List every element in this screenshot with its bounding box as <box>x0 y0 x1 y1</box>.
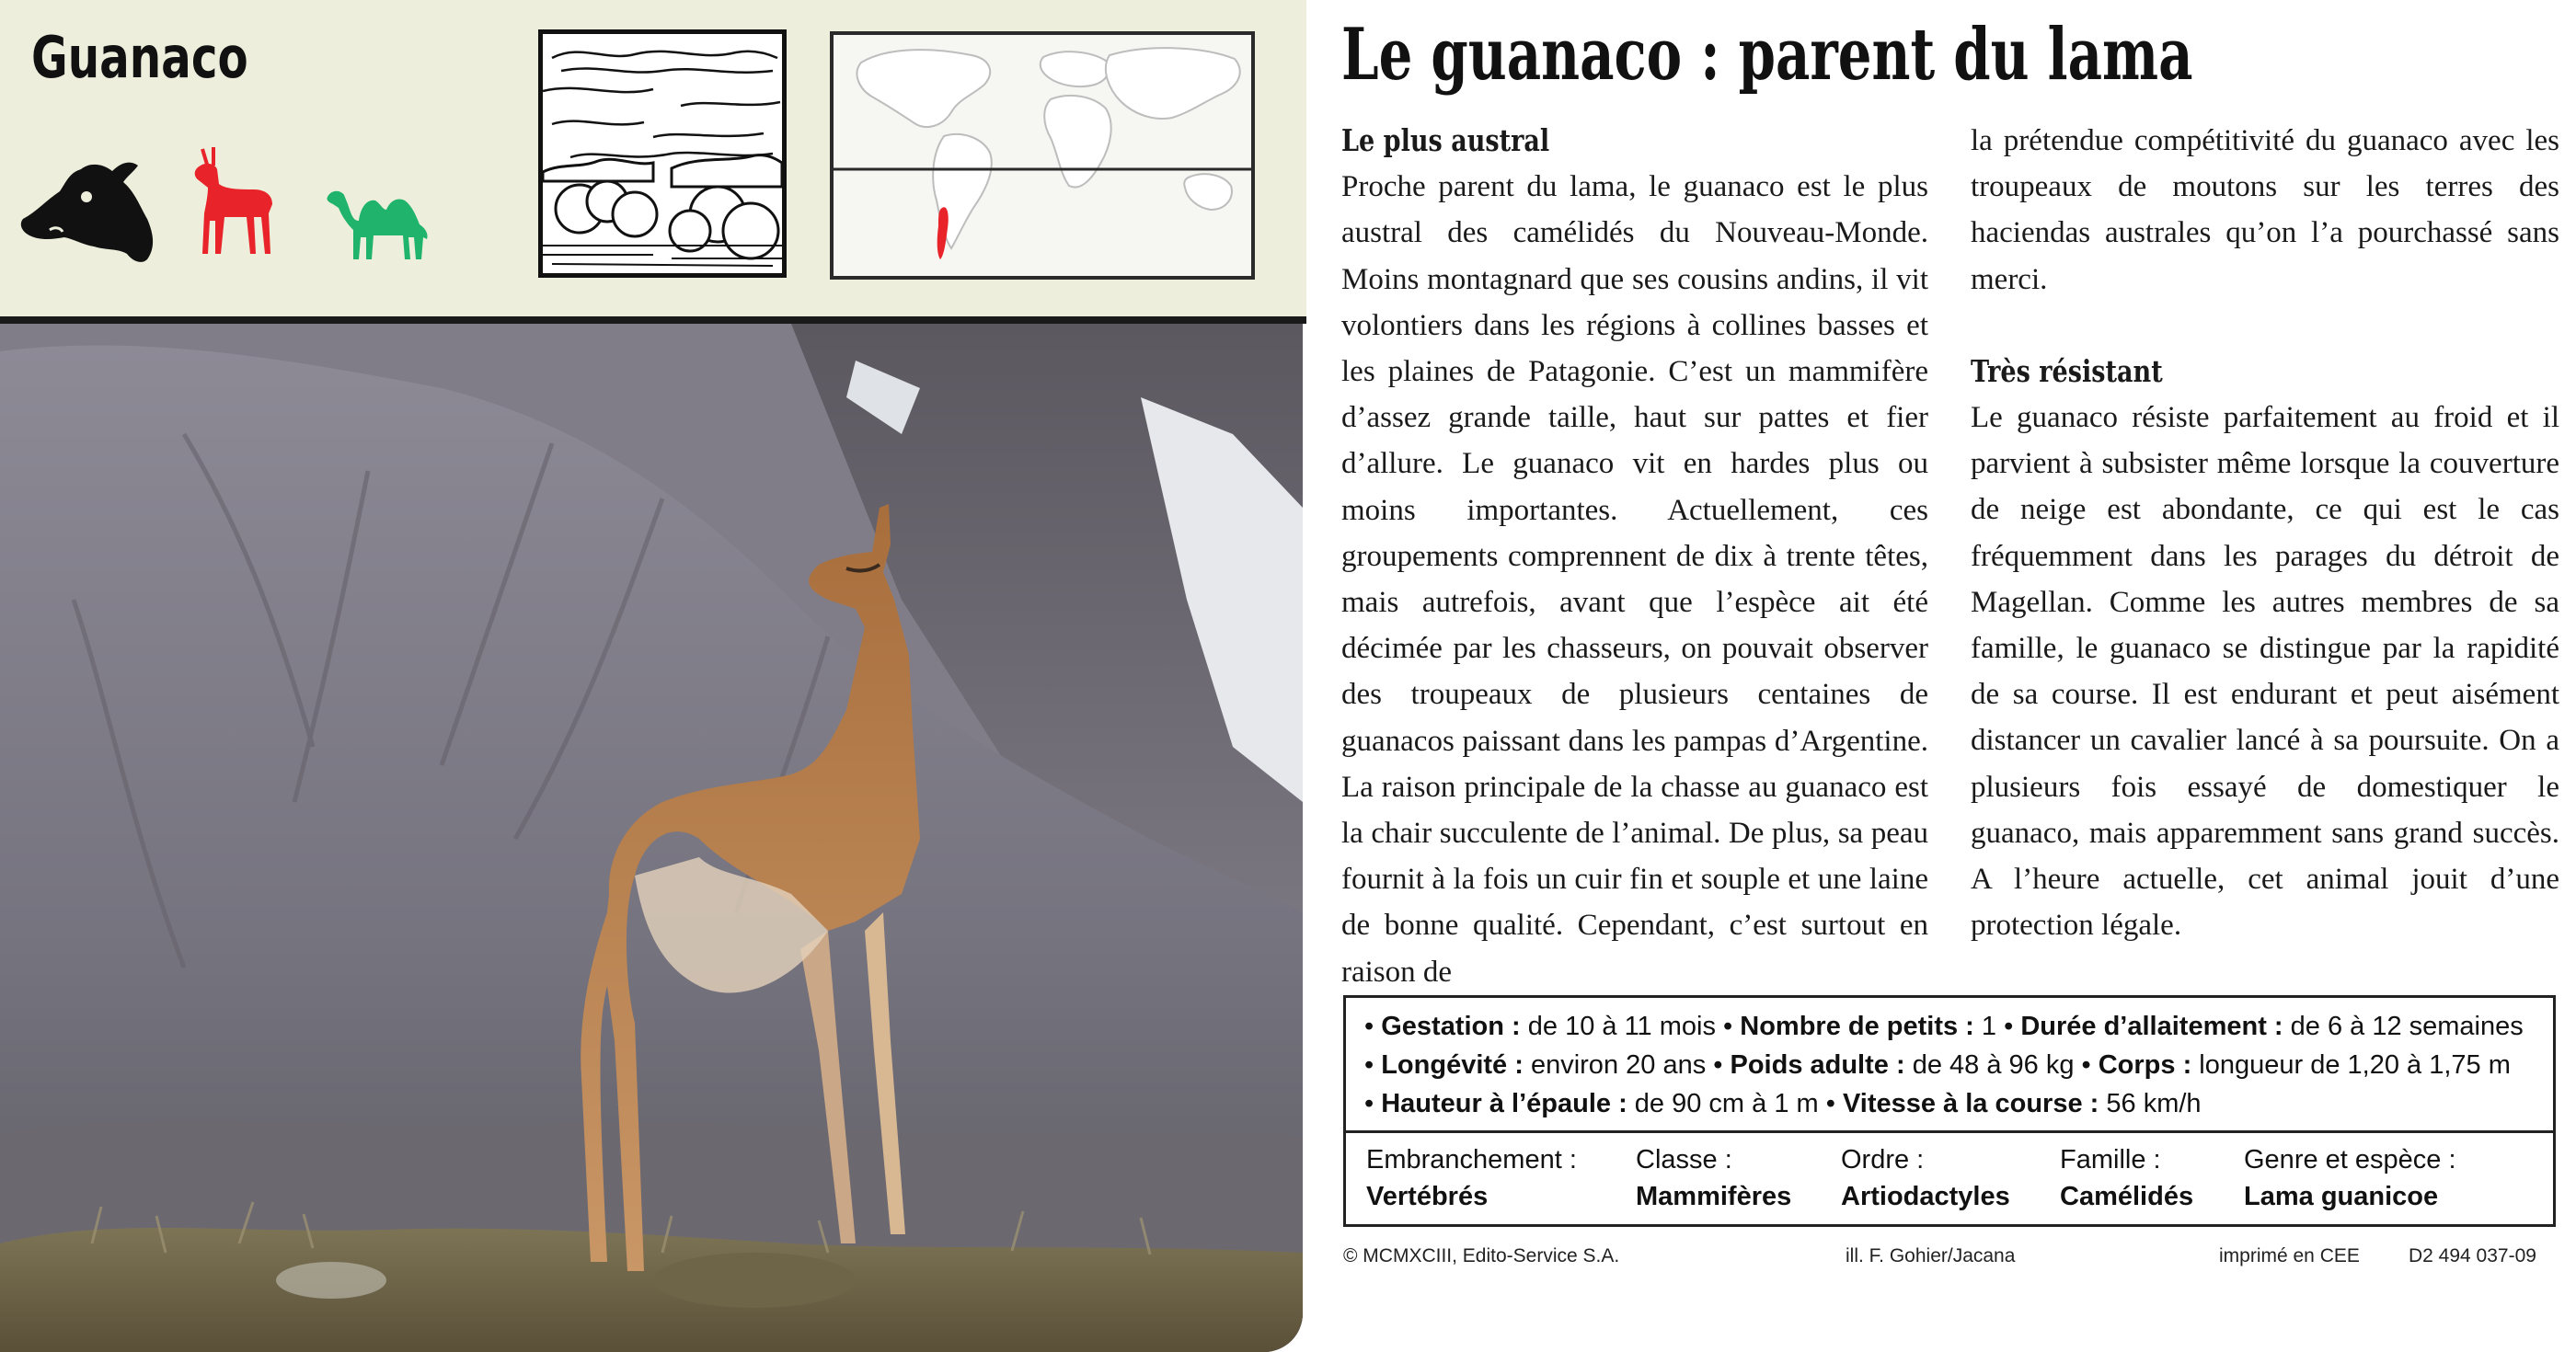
facts-box <box>1343 995 2556 1227</box>
habitat-illustration <box>538 29 787 278</box>
card-title: Guanaco <box>31 24 248 91</box>
section-text-resistant: Le guanaco résiste parfaitement au froid et il parvient à subsister même lorsque la couverture de neige est abondante, ce qui est le cas fréquemment dans les parages du détroit de Magellan. Comme les autres membres de sa famille, le guanaco se distingue par la rapidité de sa course. Il est endurant et peut aisément distancer un cavalier lancé à sa poursuite. On a plusieurs fois essayé de domestiquer le guanaco, mais apparemment sans grand succès. A l’heure actuelle, cet animal jouit d’une protection légale. <box>1971 401 2559 943</box>
taxonomy-classe: Classe : Mammifères <box>1636 1145 1792 1211</box>
copyright-text: © MCMXCIII, Edito-Service S.A. <box>1343 1245 1620 1266</box>
section-text-austral-cont: la prétendue compétitivité du guanaco avec les troupeaux de moutons sur les terres des haciendas australes qu’on l’a pourchassé sans merci. <box>1971 124 2559 296</box>
taxonomy-ordre: Ordre : Artiodactyles <box>1841 1145 2010 1211</box>
section-heading-austral: Le plus austral <box>1341 122 1550 158</box>
text-column-1 <box>1341 118 1928 995</box>
taxonomy-embranchement: Embranchement : Vertébrés <box>1366 1145 1577 1211</box>
facts-line-1: • Gestation : de 10 à 11 mois • Nombre de petits : 1 • Durée d’allaitement : de 6 à 12 semaines <box>1364 1012 2524 1041</box>
text-column-2 <box>1971 118 2559 948</box>
section-heading-resistant: Très résistant <box>1971 352 2163 389</box>
cattle-head-icon <box>18 155 156 269</box>
facts-line-3: • Hauteur à l’épaule : de 90 cm à 1 m • Vitesse à la course : 56 km/h <box>1364 1089 2202 1118</box>
distribution-map <box>830 31 1255 280</box>
printed-text: imprimé en CEE <box>2219 1245 2360 1266</box>
taxonomy-divider <box>1346 1130 2553 1133</box>
section-text-austral: Proche parent du lama, le guanaco est le plus austral des camélidés du Nouveau-Monde. Moins montagnard que ses cousins andins, il vit volontiers dans les régions à collines basses et les plaines de Patagonie. C’est un mammifère d’assez grande taille, haut sur pattes et fier d’allure. Le guanaco vit en hardes plus ou moins importantes. Actuellement, ces groupements comprennent de dix à trente têtes, mais autrefois, avant que l’espèce ait été décimée par les chasseurs, on pouvait observer des troupeaux de plusieurs centaines de guanacos paissant dans les pampas d’Argentine. La raison principale de la chasse au guanaco est la chair succulente de l’animal. De plus, sa peau fournit à la fois un cuir fin et souple et une laine de bonne qualité. Cependant, c’est surtout en raison de <box>1341 170 1928 989</box>
antelope-icon <box>180 143 278 259</box>
article-headline: Le guanaco : parent du lama <box>1341 13 2193 97</box>
taxonomy-genre-espece: Genre et espèce : Lama guanicoe <box>2244 1145 2456 1211</box>
camel-icon <box>324 173 434 261</box>
card-code: D2 494 037-09 <box>2409 1245 2536 1266</box>
facts-line-2: • Longévité : environ 20 ans • Poids adulte : de 48 à 96 kg • Corps : longueur de 1,20 à 1,75 m <box>1364 1050 2511 1080</box>
facts-list <box>1364 1007 2542 1123</box>
card-header <box>0 0 1306 324</box>
taxonomy-famille: Famille : Camélidés <box>2060 1145 2194 1211</box>
guanaco-photo <box>0 324 1303 1352</box>
illustration-credit: ill. F. Gohier/Jacana <box>1846 1245 2016 1266</box>
